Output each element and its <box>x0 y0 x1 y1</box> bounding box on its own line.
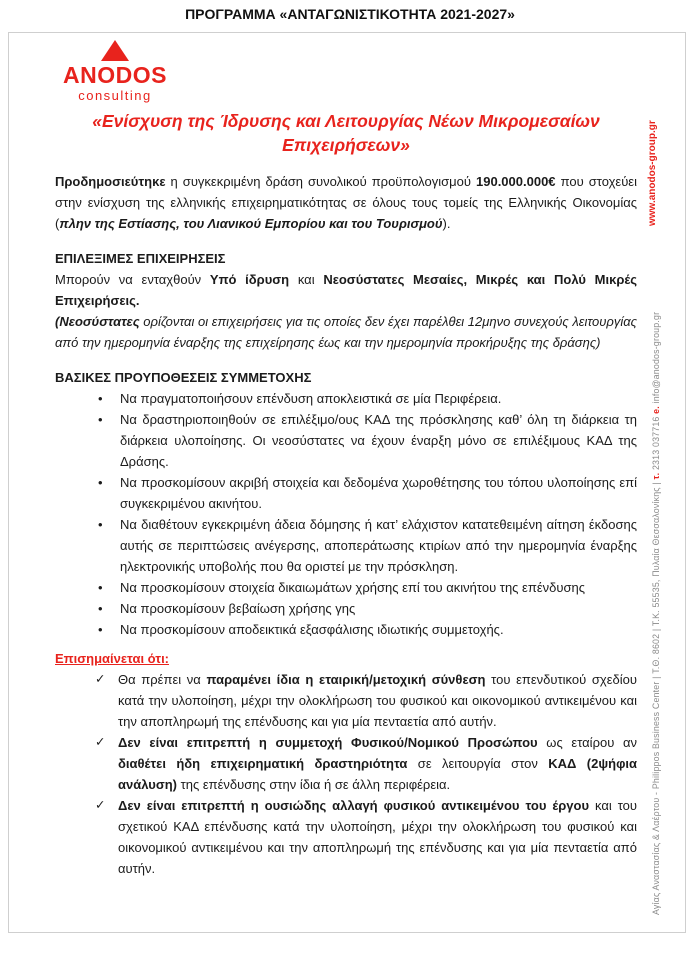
text-run: πλην της Εστίασης, του Λιανικού Εμπορίου και του Τουρισμού <box>59 216 443 231</box>
logo-name: ANODOS <box>63 62 167 88</box>
text-run: που στοχεύει στην ενίσχυση της ελληνικής επιχειρηματικότητας σε όλους τους τομείς της Ελληνικής Οικονομίας ( <box>55 174 637 231</box>
text-run: ΚΑΔ (2ψήφια ανάλυση) <box>118 756 637 792</box>
eligible-definition-paragraph <box>55 311 637 353</box>
intro-paragraph <box>55 171 637 234</box>
note-text <box>118 798 637 876</box>
text-run: της επένδυσης στην ίδια ή σε άλλη περιφέρεια. <box>176 777 451 792</box>
bullet-icon: • <box>98 517 103 532</box>
text-run: Δεν είναι επιτρεπτή η ουσιώδης αλλαγή φυσικού αντικειμένου του έργου <box>118 798 590 813</box>
bullet-icon: • <box>98 412 103 427</box>
requirement-text: Να πραγματοποιήσουν επένδυση αποκλειστικά σε μία Περιφέρεια. <box>120 391 502 406</box>
email-address: info@anodos-group.gr <box>651 311 661 407</box>
section-eligible-heading: ΕΠΙΛΕΞΙΜΕΣ ΕΠΙΧΕΙΡΗΣΕΙΣ <box>55 251 226 266</box>
text-run: (Νεοσύστατες <box>55 314 140 329</box>
logo-triangle-icon <box>101 40 129 61</box>
website-vertical-text: www.anodos-group.gr <box>647 120 658 226</box>
requirement-item <box>55 577 637 598</box>
contact-vertical-text <box>651 311 665 915</box>
note-item <box>55 732 637 795</box>
text-run: παραμένει ίδια η εταιρική/μετοχική σύνθεση <box>206 672 486 687</box>
note-item <box>55 669 637 732</box>
bullet-icon: • <box>98 580 103 595</box>
requirement-text: Να δραστηριοποιηθούν σε επιλέξιμο/ους ΚΑΔ της πρόσκλησης καθ’ όλη τη διάρκεια τη διάρκεια υλοποίησης. Οι νεοσύστατες να έχουν έναρξη μόνο σε επιλέξιμους ΚΑΔ της Δράσης. <box>120 412 637 469</box>
email-label: e. <box>651 406 661 414</box>
address-text: Αγίας Αναστασίας & Λαέρτου - Philippos Business Center | Τ.Θ. 8602 | Τ.Κ. 55535, Πυλαία Θεσσαλονίκης | <box>651 479 661 915</box>
note-heading: Επισημαίνεται ότι: <box>55 651 170 666</box>
requirement-text: Να προσκομίσουν βεβαίωση χρήσης γης <box>120 601 356 616</box>
checkmark-icon: ✓ <box>95 798 106 812</box>
phone-label: τ. <box>651 472 661 480</box>
eligible-paragraph <box>55 269 637 311</box>
text-run: ). <box>442 216 451 231</box>
requirement-text: Να προσκομίσουν αποδεικτικά εξασφάλισης ιδιωτικής συμμετοχής. <box>120 622 504 637</box>
requirement-text: Να προσκομίσουν ακριβή στοιχεία και δεδομένα χωροθέτησης του τόπου υλοποίησης επί συγκεκριμένου ακινήτου. <box>120 475 637 511</box>
requirement-item <box>55 619 637 640</box>
text-run: και <box>289 272 324 287</box>
checkmark-icon: ✓ <box>95 735 106 749</box>
text-run: Προδημοσιεύτηκε <box>55 174 166 189</box>
requirement-text: Να διαθέτουν εγκεκριμένη άδεια δόμησης ή κατ’ ελάχιστον κατατεθειμένη αίτηση έκδοσης αυτής σε περιπτώσεις ανέγερσης, αποπεράτωσης κτιρίων από την ημερομηνία έναρξης ηλεκτρονικής υποβολής που θα οριστεί με την πρόσκληση. <box>120 517 637 574</box>
section-requirements-heading: ΒΑΣΙΚΕΣ ΠΡΟΥΠΟΘΕΣΕΙΣ ΣΥΜΜΕΤΟΧΗΣ <box>55 370 312 385</box>
anodos-logo <box>55 40 175 103</box>
text-run: ορίζονται οι επιχειρήσεις για τις οποίες δεν έχει παρέλθει 12μηνο συνεχούς λειτουργίας από την ημερομηνία έναρξης της επιχείρησης έως και την ημερομηνία προκήρυξης της δράσης) <box>55 314 637 350</box>
note-text <box>118 735 637 792</box>
requirement-text: Να προσκομίσουν στοιχεία δικαιωμάτων χρήσης επί του ακινήτου της επένδυσης <box>120 580 585 595</box>
text-run: Δεν είναι επιτρεπτή η συμμετοχή Φυσικού/Νομικού Προσώπου <box>118 735 538 750</box>
notes-list <box>55 669 637 879</box>
phone-number: 2313 037716 <box>651 413 661 473</box>
program-title: ΠΡΟΓΡΑΜΜΑ «ΑΝΤΑΓΩΝΙΣΤΙΚΟΤΗΤΑ 2021-2027» <box>185 6 515 22</box>
requirement-item <box>55 598 637 619</box>
text-run: Θα πρέπει να <box>118 672 207 687</box>
requirement-item <box>55 409 637 472</box>
text-run: 190.000.000€ <box>476 174 556 189</box>
text-run: σε λειτουργία στον <box>407 756 549 771</box>
logo-subtitle: consulting <box>78 88 152 103</box>
requirement-item <box>55 472 637 514</box>
action-title: «Ενίσχυση της Ίδρυσης και Λειτουργίας Νέων Μικρομεσαίων Επιχειρήσεων» <box>92 111 600 155</box>
note-text <box>118 672 637 729</box>
requirement-item <box>55 514 637 577</box>
bullet-icon: • <box>98 391 103 406</box>
text-run: και του σχετικού ΚΑΔ επένδυσης κατά την υλοποίηση, μέχρι την ολοκλήρωση του φυσικού και οικονομικού αντικειμένου και την αποπληρωμή της επένδυσης και για μία πενταετία από αυτήν. <box>118 798 638 876</box>
text-run: Νεοσύστατες Μεσαίες, Μικρές και Πολύ Μικρές Επιχειρήσεις. <box>55 272 638 308</box>
text-run: διαθέτει ήδη επιχειρηματική δραστηριότητα <box>118 756 408 771</box>
bullet-icon: • <box>98 601 103 616</box>
content-column <box>55 40 637 879</box>
text-run: ως εταίρου αν <box>537 735 637 750</box>
text-run: του επενδυτικού σχεδίου κατά την υλοποίηση, μέχρι την ολοκλήρωση του φυσικού και οικονομικού αντικειμένου και την αποπληρωμή της επένδυσης και για μία πενταετία από αυτήν. <box>118 672 638 729</box>
bullet-icon: • <box>98 475 103 490</box>
text-run: Υπό ίδρυση <box>209 272 290 287</box>
note-item <box>55 795 637 879</box>
text-run: η συγκεκριμένη δράση συνολικού προϋπολογισμού <box>165 174 476 189</box>
bullet-icon: • <box>98 622 103 637</box>
requirement-item <box>55 388 637 409</box>
checkmark-icon: ✓ <box>95 672 106 686</box>
text-run: Μπορούν να ενταχθούν <box>55 272 210 287</box>
requirements-list <box>55 388 637 640</box>
